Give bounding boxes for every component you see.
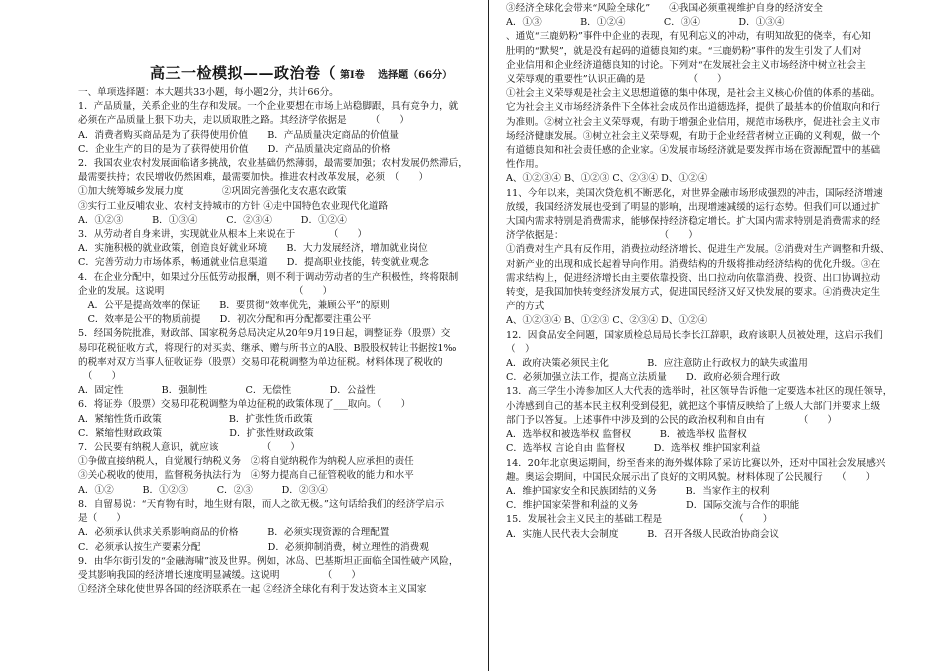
right-column xyxy=(506,2,898,542)
text-line: 1．产品质量，关系企业的生存和发展。一个企业要想在市场上站稳脚跟，具有竞争力，就 xyxy=(78,101,459,113)
text-line: 趣。奥运会期间，中国民众展示出了良好的文明风貌。材料体现了公民履行 （ ） xyxy=(506,471,876,483)
text-line: 场经济健康发展。③树立社会主义荣辱观，有助于企业经营者树立正确的义利观，做一个 xyxy=(506,130,881,142)
text-line: A．消费者购买商品是为了获得使用价值 B．产品质量决定商品的价值量 xyxy=(78,129,399,141)
text-line: 易印花税征收方式，将现行的对买卖、继承、赠与所书立的A股、B股股权转让书据按1‰ xyxy=(78,342,457,354)
left-column xyxy=(78,86,470,597)
text-line: 12．因食品安全问题，国家质检总局局长李长江辞职，政府该职人员被处理，这启示我们 xyxy=(506,329,883,341)
text-line: 15．发展社会主义民主的基础工程是 （ ） xyxy=(506,514,773,526)
text-line: 受其影响我国的经济增长速度明显减缓。这说明 （ ） xyxy=(78,569,362,581)
text-line: A．政府决策必须民主化 B．应注意防止行政权力的缺失或滥用 xyxy=(506,358,808,370)
text-line: 7．公民要有纳税人意识，就应该 （ ） xyxy=(78,442,300,454)
text-line: ①社会主义荣辱观是社会主义思想道德的集中体现，是社会主义核心价值的体系的基础。 xyxy=(506,88,881,100)
text-line: 14．20年北京奥运期间，纷至沓来的海外媒体除了采访比赛以外，还对中国社会发展感兴 xyxy=(506,457,886,469)
text-line: 大国内需求特别是消费需求，能够保持经济稳定增长。扩大国内需求特别是消费需求的经 xyxy=(506,216,881,228)
text-line: 为准则。②树立社会主义荣辱观，有助于增强企业信用，规范市场秩序，促进社会主义市 xyxy=(506,116,881,128)
text-line: 企业信用和企业经济道德良知的讨论。下列对“在发展社会主义市场经济中树立社会主 xyxy=(506,59,866,71)
text-line: C．效率是公平的物质前提 D．初次分配和再分配都要注重公平 xyxy=(78,314,372,326)
text-line: 小涛感到自己的基本民主权利受到侵犯，就把这个事情反映给了上级人大部门并要求上级 xyxy=(506,400,881,412)
text-line: C．紧缩性财政政策 D．扩张性财政政策 xyxy=(78,427,314,439)
text-line: 2．我国农业农村发展面临诸多挑战，农业基础仍然薄弱，最需要加强；农村发展仍然滞后， xyxy=(78,158,468,170)
text-line: 是（ ） xyxy=(78,513,126,525)
text-line: A．固定性 B．强制性 C．无偿性 D．公益性 xyxy=(78,385,376,397)
text-line: 的税率对双方当事人征收证券（股票）交易印花税调整为单边征税。材料体现了税收的 xyxy=(78,356,443,368)
text-line: 性作用。 xyxy=(506,159,545,171)
text-line: 5．经国务院批准，财政部、国家税务总局决定从20年9月19日起，调整证券（股票）交 xyxy=(78,328,451,340)
text-line: 转变，是我国加快转变经济发展方式，促进国民经济又好又快发展的要求。④消费决定生 xyxy=(506,287,881,299)
text-line: 需求结构上，促进经济增长由主要依靠投资、出口拉动向依靠消费、投资、出口协调拉动 xyxy=(506,272,881,284)
text-line: ①消费对生产具有反作用，消费拉动经济增长、促进生产发展。②消费对生产调整和升级、 xyxy=(506,244,890,256)
exam-title-sub: 第Ⅰ卷 选择题（66分） xyxy=(340,70,453,81)
text-line: A．维护国家安全和民族团结的义务 B．当家作主的权利 xyxy=(506,485,770,497)
text-line: 13．高三学生小涛参加区人大代表的选举时，社区领导告诉他一定要选本社区的现任领导， xyxy=(506,386,893,398)
text-line: ①加大统筹城乡发展力度 ②巩固完善强化支农惠农政策 xyxy=(78,186,347,198)
text-line: A．①②③ B．①③④ C．②③④ D．①②④ xyxy=(78,214,347,226)
text-line: A．紧缩性货币政策 B．扩张性货币政策 xyxy=(78,413,313,425)
text-line: ③关心税收的使用，监督税务执法行为 ④努力提高自己征管税收的能力和水平 xyxy=(78,470,414,482)
text-line: A．实施人民代表大会制度 B．召开各级人民政治协商会议 xyxy=(506,528,780,540)
column-divider xyxy=(488,0,489,671)
text-line: 、通览“三鹿奶粉”事件中企业的表现，有见利忘义的冲动，有明知故犯的侥幸，有心知 xyxy=(506,31,871,43)
text-line: 4．在企业分配中，如果过分压低劳动报酬，则不利于调动劳动者的生产积极性，终将限制 xyxy=(78,271,459,283)
text-line: 一、单项选择题：本大题共33小题，每小题2分，共计66分。 xyxy=(78,87,339,98)
text-line: 6．将证券（股票）交易印花税调整为单边征税的政策体现了___取向。（ ） xyxy=(78,399,411,411)
text-line: C．必须加强立法工作，提高立法质量 D．政府必须合理行政 xyxy=(506,372,781,384)
text-line: （ ） xyxy=(506,343,535,355)
text-line: C．选举权 言论自由 监督权 D．选举权 维护国家利益 xyxy=(506,443,761,455)
text-line: ③实行工业反哺农业、农村支持城市的方针 ④走中国特色农业现代化道路 xyxy=(78,200,389,212)
text-line: 产的方式 xyxy=(506,301,545,313)
text-line: A、①②③④ B、①②③ C、②③④ D、①②④ xyxy=(506,173,708,185)
text-line: 放缓，我国经济发展也受到了明显的影响，出现增速减缓的运行态势。但我们可以通过扩 xyxy=(506,201,881,213)
text-line: 济学依据是： （ ） xyxy=(506,230,698,242)
text-line: （ ） xyxy=(78,371,122,383)
text-line: A．①② B．①②③ C．②③ D．②③④ xyxy=(78,484,328,496)
text-line: 企业的发展。这说明 （ ） xyxy=(78,285,333,297)
text-line: 3．从劳动者自身来讲，实现就业从根本上来说在于 （ ） xyxy=(78,229,368,241)
text-line: 有道德良知和社会责任感的企业家。④发展市场经济就是要发挥市场在资源配置中的基础 xyxy=(506,145,881,157)
text-line: A．实施积极的就业政策，创造良好就业环境 B．大力发展经济，增加就业岗位 xyxy=(78,243,428,255)
text-line: 必须在产品质量上狠下功夫，走以质取胜之路。其经济学依据是 （ ） xyxy=(78,115,409,127)
text-line: A、①②③④ B、①②③ C、②③④ D、①②④ xyxy=(506,315,708,327)
text-line: C．必须承认按生产要素分配 D．必须抑制消费，树立理性的消费观 xyxy=(78,541,429,553)
text-line: 部门予以答复。上述事件中涉及到的公民的政治权利和自由有 （ ） xyxy=(506,414,837,426)
text-line: ①争做直接纳税人，自觉履行纳税义务 ②将自觉纳税作为纳税人应承担的责任 xyxy=(78,456,414,468)
text-line: A．①③ B．①②④ C．③④ D．①③④ xyxy=(506,17,785,29)
text-line: A．必须承认供求关系影响商品的价格 B．必须实现资源的合理配置 xyxy=(78,527,390,539)
text-line: ③经济全球化会带来“风险全球化” ④我国必须重视维护自身的经济安全 xyxy=(506,3,823,14)
text-line: C．企业生产的目的是为了获得使用价值 D．产品质量决定商品的价格 xyxy=(78,143,391,155)
text-line: 11、今年以来，美国次贷危机不断恶化，对世界金融市场形成强烈的冲击，国际经济增速 xyxy=(506,187,883,199)
text-line: 义荣辱观的重要性”认识正确的是 （ ） xyxy=(506,74,727,86)
text-line: A．选举权和被选举权 监督权 B．被选举权 监督权 xyxy=(506,429,747,441)
text-line: ①经济全球化使世界各国的经济联系在一起 ②经济全球化有利于发达资本主义国家 xyxy=(78,584,427,596)
text-line: 9．由华尔街引发的“金融海啸”波及世界。例如，冰岛、巴基斯坦正面临全国性破产风险， xyxy=(78,555,459,567)
text-line: C．维护国家荣誉和利益的义务 D．国际交流与合作的职能 xyxy=(506,500,800,512)
text-line: 肚明的“默契”，就是没有起码的道德良知约束。“三鹿奶粉”事件的发生引发了人们对 xyxy=(506,45,862,57)
exam-title xyxy=(150,62,480,83)
text-line: C．完善劳动力市场体系，畅通就业信息渠道 D．提高职业技能，转变就业观念 xyxy=(78,257,429,269)
exam-title-main: 高三一检模拟——政治卷（ xyxy=(150,64,337,82)
text-line: 对新产业的出现和成长起着导向作用。消费结构的升级将推动经济结构的优化升级。③在 xyxy=(506,258,881,270)
text-line: 最需要扶持；农民增收仍然困难，最需要加快。推进农村改革发展，必须 （ ） xyxy=(78,172,429,184)
text-line: 8．自留易说：“天育物有时，地生财有限，而人之欲无极。”这句话给我们的经济学启示 xyxy=(78,498,445,510)
text-line: A．公平是提高效率的保证 B．要贯彻“效率优先，兼顾公平”的原则 xyxy=(78,300,390,312)
text-line: 它为社会主义市场经济条件下全体社会成员作出道德选择，提供了最基本的价值取向和行 xyxy=(506,102,881,114)
